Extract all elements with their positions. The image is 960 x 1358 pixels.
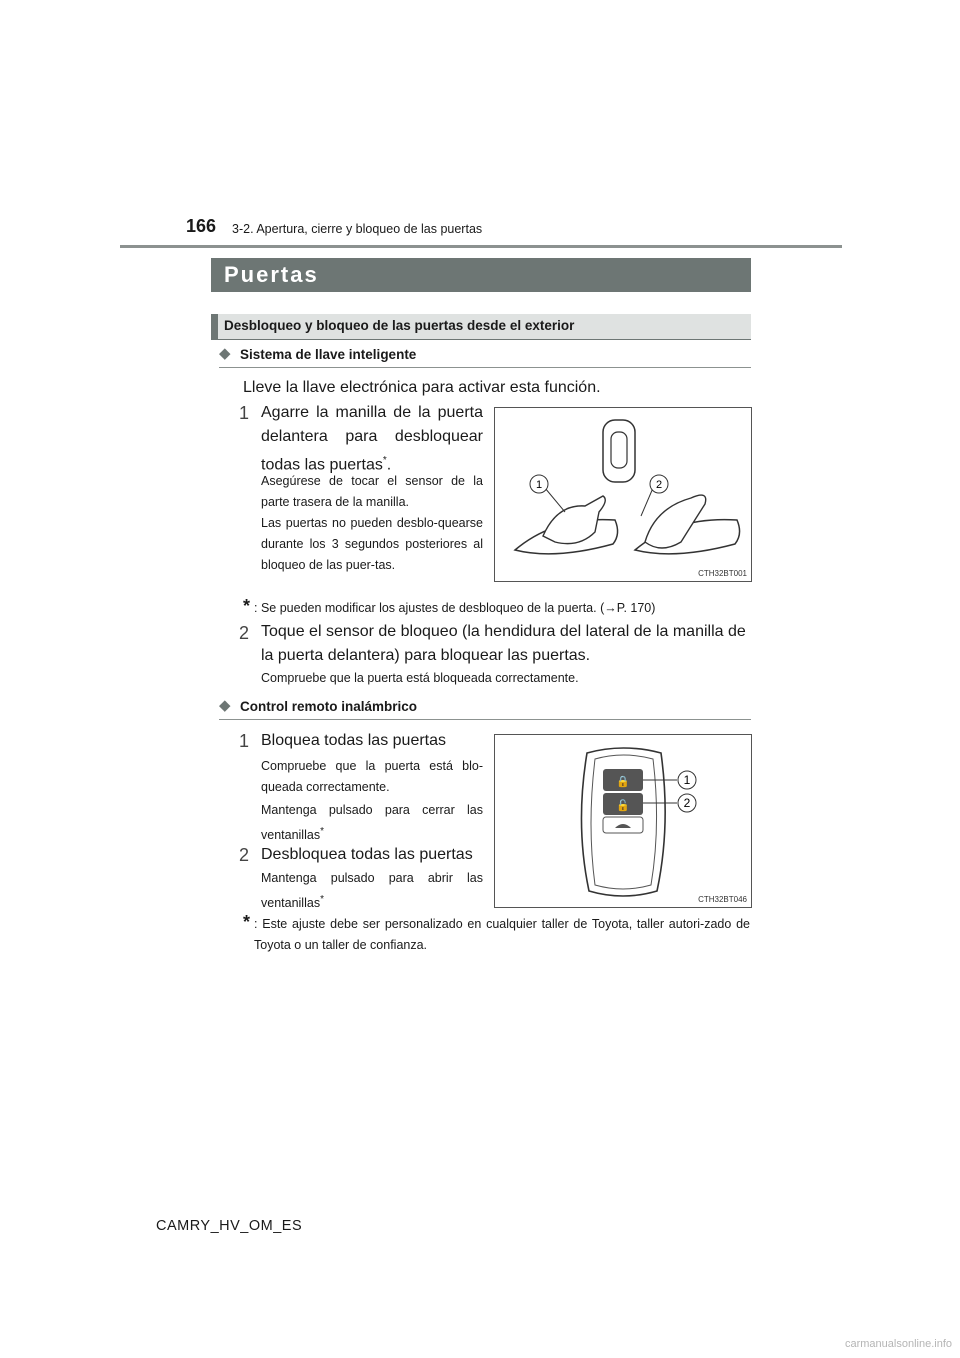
watermark: carmanualsonline.info <box>844 1338 952 1350</box>
lock-icon: 🔒 <box>616 776 630 788</box>
footnote-unlock-settings: : Se pueden modificar los ajustes de desbloqueo de la puerta. (→P. 170) <box>254 601 656 615</box>
figure-remote-key <box>494 734 752 908</box>
footnote-customization: : Este ajuste debe ser personalizado en cualquier taller de Toyota, taller autori-zado de Toyota o un taller de confianza. <box>254 917 750 952</box>
leader-line-2 <box>641 488 653 516</box>
callout-label-2: 2 <box>655 479 663 491</box>
footnote-star: * <box>243 912 251 932</box>
page-number: 166 <box>186 216 217 236</box>
manual-code: CAMRY_HV_OM_ES <box>156 1218 303 1234</box>
callout-label-1: 1 <box>683 773 691 787</box>
note-touch-sensor: Asegúrese de tocar el sensor de la parte trasera de la manilla. <box>261 474 483 509</box>
key-fob-outline <box>603 420 635 482</box>
step-1-period: . <box>386 456 392 474</box>
remote-note-locked: Compruebe que la puerta está blo-queada correctamente. <box>261 759 483 794</box>
heading-rule <box>219 719 751 720</box>
remote-note-open-windows <box>261 868 483 914</box>
subtitle-accent <box>211 314 218 339</box>
unlock-icon: 🔓 <box>616 800 630 812</box>
step-number-2: 2 <box>239 623 250 643</box>
step-number-2: 2 <box>239 845 250 865</box>
section-path: 3-2. Apertura, cierre y bloqueo de las puertas <box>232 222 483 236</box>
step-1-body: Agarre la manilla de la puerta delantera para desbloquear todas las puertas <box>261 404 483 474</box>
heading-smart-key: Sistema de llave inteligente <box>240 347 417 362</box>
remote-step-1-text: Bloquea todas las puertas <box>261 732 447 749</box>
close-windows-text: Mantenga pulsado para cerrar las ventanillas <box>261 803 483 843</box>
door-handle-illustration <box>495 408 751 581</box>
step-number-1: 1 <box>239 403 250 423</box>
header-rule <box>120 245 842 248</box>
remote-key-illustration <box>495 735 751 907</box>
note-unlock-delay: Las puertas no pueden desblo-quearse durante los 3 segundos posteriores al bloqueo de las puer-tas. <box>261 516 483 572</box>
callout-label-2: 2 <box>683 796 691 810</box>
page-title: Puertas <box>224 262 319 287</box>
remote-step-2-text: Desbloquea todas las puertas <box>261 846 473 863</box>
diamond-bullet-icon: ◆ <box>219 697 231 714</box>
callout-label-1: 1 <box>535 479 543 491</box>
footnote-marker: * <box>320 894 324 905</box>
footnote-star: * <box>243 596 251 616</box>
open-windows-text: Mantenga pulsado para abrir las ventanillas <box>261 871 483 911</box>
footnote-marker: * <box>382 455 387 466</box>
remote-note-close-windows <box>261 800 483 846</box>
intro-text: Lleve la llave electrónica para activar esta función. <box>243 379 601 396</box>
subtitle: Desbloqueo y bloqueo de las puertas desde el exterior <box>224 318 575 333</box>
figure-code: CTH32BT001 <box>698 569 747 578</box>
heading-remote: Control remoto inalámbrico <box>240 699 418 714</box>
leader-line-1 <box>545 488 565 512</box>
step-number-1: 1 <box>239 731 250 751</box>
step-1-text <box>261 401 483 477</box>
figure-door-handle <box>494 407 752 582</box>
step-2-text: Toque el sensor de bloqueo (la hendidura del lateral de la manilla de la puerta delantera) para bloquear las puertas. <box>261 623 746 664</box>
footnote-marker: * <box>320 826 324 837</box>
left-hand <box>543 496 605 544</box>
heading-rule <box>219 367 751 368</box>
step-2-note: Compruebe que la puerta está bloqueada correctamente. <box>261 671 579 685</box>
key-fob-button <box>611 432 627 468</box>
diamond-bullet-icon: ◆ <box>219 345 231 362</box>
figure-code: CTH32BT046 <box>698 895 747 904</box>
